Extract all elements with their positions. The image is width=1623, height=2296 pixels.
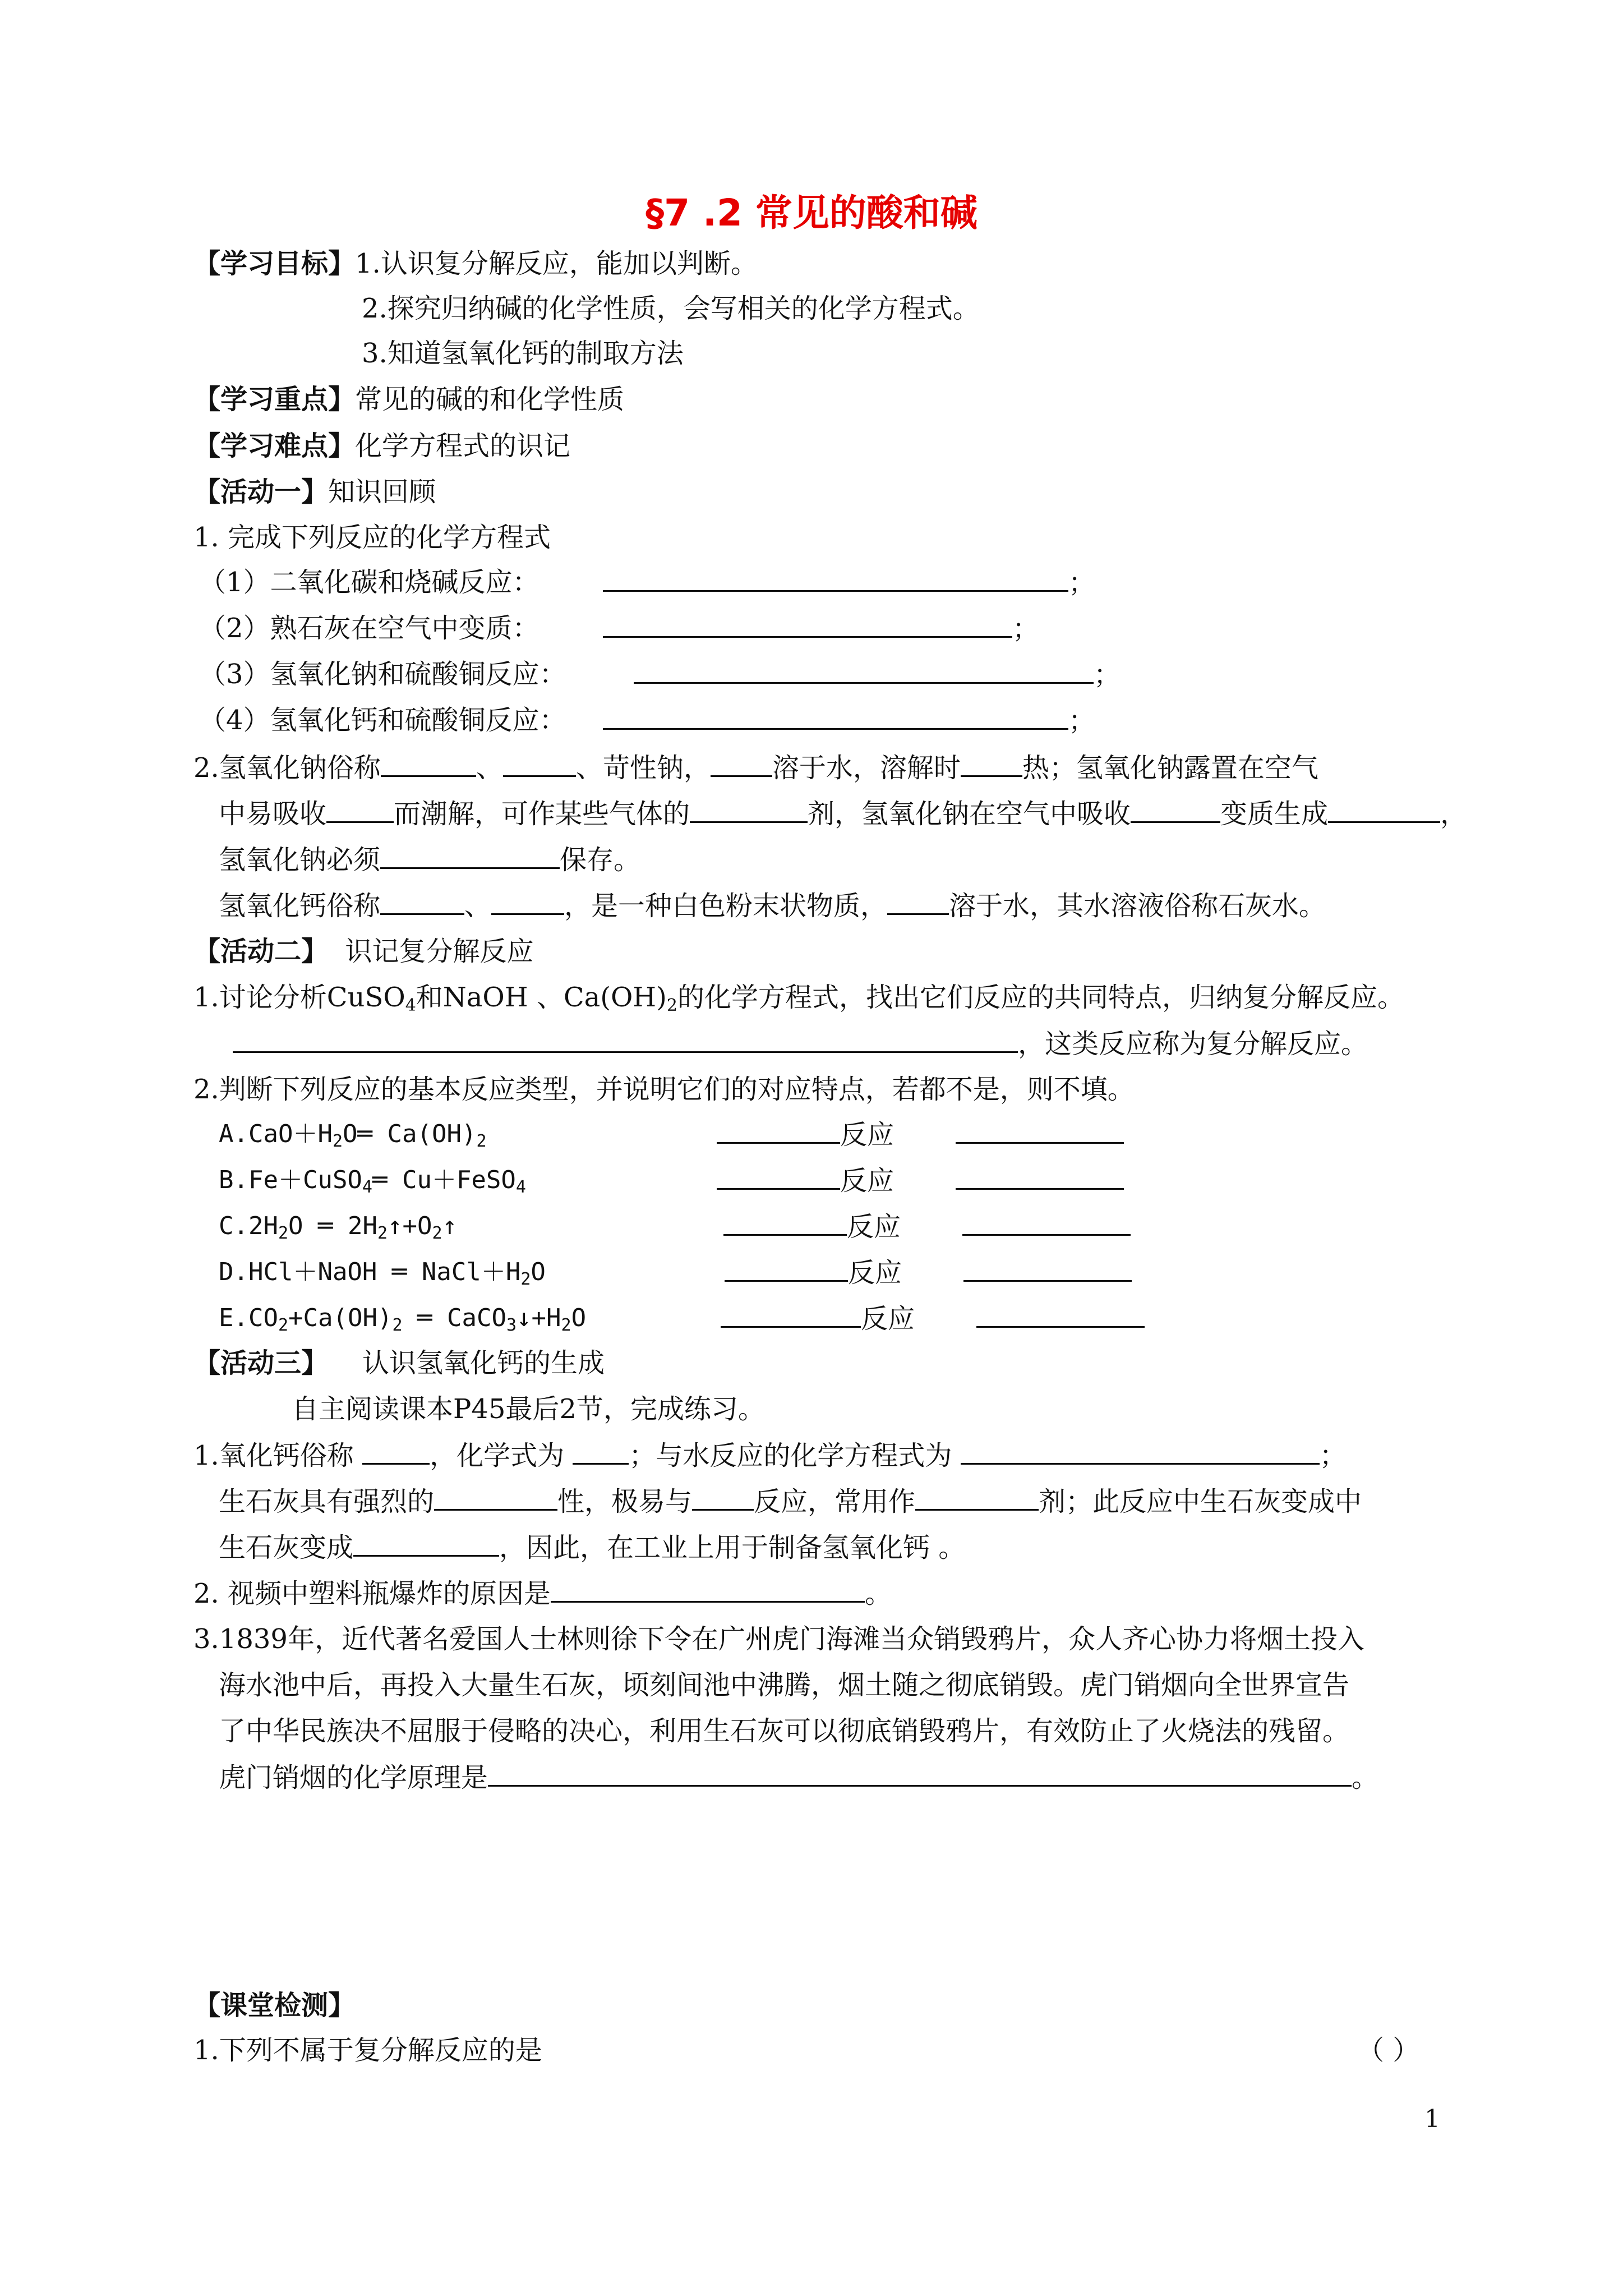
answer-blank[interactable] bbox=[573, 1438, 629, 1465]
act2-label: 【活动二】 bbox=[193, 936, 329, 967]
act1-text: 知识回顾 bbox=[328, 476, 436, 508]
answer-blank[interactable] bbox=[711, 751, 772, 777]
reaction-c-answer: 反应 bbox=[723, 1209, 1131, 1244]
act1-label: 【活动一】 bbox=[193, 476, 329, 508]
eq-row-4 bbox=[199, 703, 566, 737]
answer-blank[interactable] bbox=[380, 889, 464, 915]
difficulty-label: 【学习难点】 bbox=[193, 430, 356, 462]
eq-row-3-answer: ； bbox=[634, 657, 1121, 692]
answer-blank[interactable] bbox=[362, 1438, 430, 1465]
reaction-e-answer: 反应 bbox=[721, 1301, 1145, 1336]
act2-q1: 1.讨论分析CuSO$_4$和NaOH 、$Ca(OH)_2$的化学方程式，找出它们反应的共同特点，归纳复分解反应。 bbox=[193, 982, 1404, 1015]
answer-paren[interactable]: （ ） bbox=[1357, 2035, 1420, 2066]
act2-q2: 2.判断下列反应的基本反应类型，并说明它们的对应特点，若都不是，则不填。 bbox=[193, 1074, 1135, 1105]
focus-label: 【学习重点】 bbox=[193, 384, 356, 415]
reaction-c: $C.2H_2O$ ═ $2H_2↑+O_2↑$ bbox=[219, 1212, 458, 1243]
answer-blank[interactable] bbox=[326, 797, 394, 823]
eq-row-2-answer: ； bbox=[603, 611, 1039, 646]
reaction-b: B.Fe＋CuSO$_4$═ Cu＋FeSO$_4$ bbox=[219, 1166, 526, 1197]
act1-heading bbox=[193, 475, 436, 509]
answer-blank[interactable] bbox=[233, 1027, 1018, 1053]
check-label: 【课堂检测】 bbox=[193, 1990, 356, 2021]
goal-item: 1.认识复分解反应，能加以判断。 bbox=[355, 248, 758, 279]
answer-blank[interactable] bbox=[603, 703, 1068, 730]
act3-q2: 2. 视频中塑料瓶爆炸的原因是 。 bbox=[193, 1576, 892, 1611]
answer-blank[interactable] bbox=[1131, 797, 1220, 823]
act3-heading bbox=[193, 1346, 605, 1380]
answer-blank[interactable] bbox=[721, 1301, 861, 1328]
reaction-d: D.HCl＋NaOH ═ $NaCl+H_2O$ bbox=[219, 1258, 546, 1289]
eq-label: （4）氢氧化钙和硫酸铜反应： bbox=[199, 705, 566, 736]
eq-label: （3）氢氧化钠和硫酸铜反应： bbox=[199, 659, 566, 690]
act3-q3-line3: 了中华民族决不屈服于侵略的决心，利用生石灰可以彻底销毁鸦片，有效防止了火烧法的残留。 bbox=[219, 1715, 1350, 1747]
eq-row-4-answer: ； bbox=[603, 703, 1095, 738]
answer-blank[interactable] bbox=[353, 1530, 499, 1557]
goals-label: 【学习目标】 bbox=[193, 248, 356, 279]
goal-item: 3.知道氢氧化钙的制取方法 bbox=[362, 338, 684, 369]
answer-blank[interactable] bbox=[488, 1760, 1352, 1787]
answer-blank[interactable] bbox=[956, 1117, 1124, 1144]
answer-blank[interactable] bbox=[551, 1576, 865, 1603]
answer-blank[interactable] bbox=[717, 1163, 840, 1190]
answer-blank[interactable] bbox=[725, 1255, 848, 1282]
reaction-a: $A.CaO+H_2O═$ $Ca(OH)_2$ bbox=[219, 1120, 487, 1151]
eq-row-3 bbox=[199, 657, 566, 691]
goal-item: 2.探究归纳碱的化学性质，会写相关的化学方程式。 bbox=[362, 293, 980, 324]
act3-label: 【活动三】 bbox=[193, 1347, 329, 1379]
reaction-d-answer: 反应 bbox=[725, 1255, 1132, 1290]
act1-q2-line2: 中易吸收 而潮解，可作某些气体的 剂，氢氧化钠在空气中吸收 变质生成 ， bbox=[219, 797, 1467, 831]
answer-blank[interactable] bbox=[603, 611, 1012, 638]
act3-q1-line1: 1.氧化钙俗称 ，化学式为 ；与水反应的化学方程式为 ； bbox=[193, 1438, 1347, 1473]
eq-row-2 bbox=[199, 611, 540, 645]
reaction-b-answer: 反应 bbox=[717, 1163, 1124, 1198]
act2-q1-answer: ，这类反应称为复分解反应。 bbox=[233, 1027, 1368, 1061]
difficulty-row bbox=[193, 429, 570, 463]
answer-blank[interactable] bbox=[692, 1484, 754, 1511]
page-title: §7 .2 常见的酸和碱 bbox=[645, 191, 978, 234]
focus-row bbox=[193, 383, 624, 416]
focus-text: 常见的碱的和化学性质 bbox=[355, 384, 625, 415]
act3-q3-line2: 海水池中后，再投入大量生石灰，顷刻间池中沸腾，烟土随之彻底销毁。虎门销烟向全世界宣告 bbox=[219, 1669, 1350, 1701]
answer-blank[interactable] bbox=[1328, 797, 1440, 823]
answer-blank[interactable] bbox=[956, 1163, 1124, 1190]
answer-blank[interactable] bbox=[503, 751, 576, 777]
answer-blank[interactable] bbox=[491, 889, 564, 915]
act3-q1-line2: 生石灰具有强烈的 性，极易与 反应，常用作 剂；此反应中生石灰变成中 bbox=[219, 1484, 1362, 1519]
answer-blank[interactable] bbox=[434, 1484, 557, 1511]
answer-blank[interactable] bbox=[963, 1255, 1132, 1282]
check-q1: 1.下列不属于复分解反应的是 bbox=[193, 2035, 542, 2066]
page-number: 1 bbox=[1424, 2105, 1440, 2133]
answer-blank[interactable] bbox=[717, 1117, 840, 1144]
eq-label: （1）二氧化碳和烧碱反应： bbox=[199, 567, 540, 598]
act1-q2-line1: 2.氢氧化钠俗称 、 、苛性钠， 溶于水，溶解时 热；氢氧化钠露置在空气 bbox=[193, 751, 1318, 785]
reaction-e: $E.CO_2+Ca(OH)_2$ ═ $CaCO_3↓+H_2O$ bbox=[219, 1304, 587, 1335]
act1-q2-line4: 氢氧化钙俗称 、 ，是一种白色粉末状物质， 溶于水，其水溶液俗称石灰水。 bbox=[219, 889, 1326, 923]
answer-blank[interactable] bbox=[976, 1301, 1145, 1328]
answer-blank[interactable] bbox=[887, 889, 949, 915]
act3-q3-answer: 虎门销烟的化学原理是 。 bbox=[219, 1760, 1378, 1795]
reaction-a-answer: 反应 bbox=[717, 1117, 1124, 1152]
act1-q1: 1. 完成下列反应的化学方程式 bbox=[193, 522, 551, 553]
difficulty-text: 化学方程式的识记 bbox=[355, 430, 571, 462]
answer-blank[interactable] bbox=[603, 565, 1068, 592]
goals-row-1 bbox=[193, 247, 758, 280]
answer-blank[interactable] bbox=[381, 751, 476, 777]
act3-text: 认识氢氧化钙的生成 bbox=[362, 1347, 605, 1379]
act1-q2-line3: 氢氧化钠必须 保存。 bbox=[219, 843, 640, 877]
answer-blank[interactable] bbox=[723, 1209, 847, 1236]
answer-blank[interactable] bbox=[961, 751, 1022, 777]
eq-row-1 bbox=[199, 565, 540, 599]
eq-label: （2）熟石灰在空气中变质： bbox=[199, 613, 540, 644]
answer-blank[interactable] bbox=[380, 843, 560, 869]
act3-read: 自主阅读课本P45最后2节，完成练习。 bbox=[292, 1393, 765, 1425]
answer-blank[interactable] bbox=[634, 657, 1094, 684]
answer-blank[interactable] bbox=[690, 797, 808, 823]
act3-q3-line1: 3.1839年，近代著名爱国人士林则徐下令在广州虎门海滩当众销毁鸦片，众人齐心协力将烟土投入 bbox=[193, 1623, 1364, 1655]
answer-blank[interactable] bbox=[962, 1209, 1131, 1236]
eq-row-1-answer: ； bbox=[603, 565, 1095, 600]
act2-text: 识记复分解反应 bbox=[345, 936, 534, 967]
answer-blank[interactable] bbox=[961, 1438, 1320, 1465]
act2-heading bbox=[193, 935, 534, 968]
act3-q1-line3: 生石灰变成 ，因此，在工业上用于制备氢氧化钙 。 bbox=[219, 1530, 965, 1565]
answer-blank[interactable] bbox=[915, 1484, 1039, 1511]
